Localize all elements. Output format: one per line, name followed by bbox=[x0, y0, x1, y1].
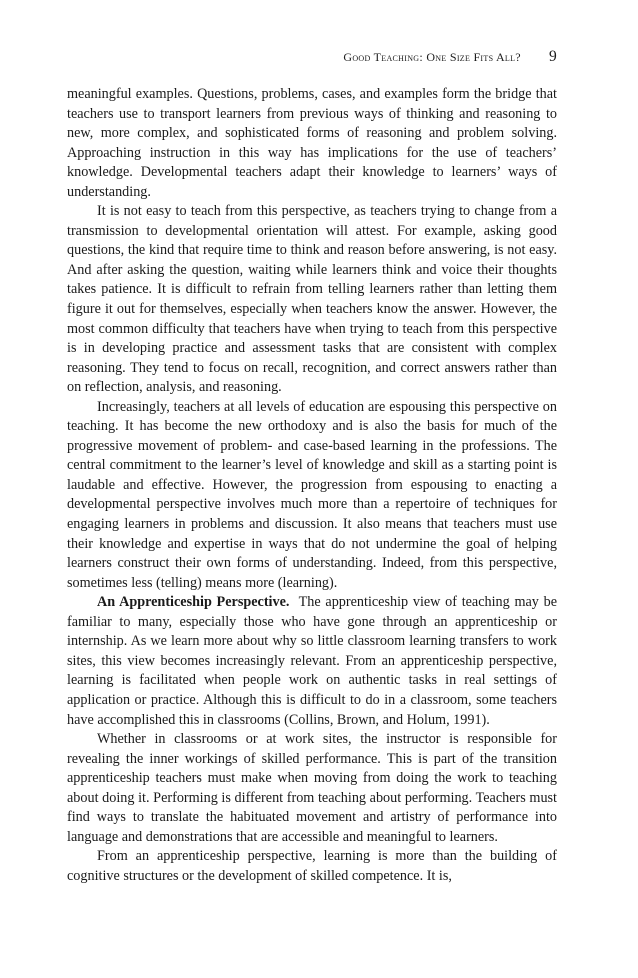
paragraph: It is not easy to teach from this perspective, as teachers trying to change from a transmission to developmental orientation will attest. For example, asking good questions, the kind that require time to think and reason before answering, is not easy. And after asking the question, waiting while learners think and voice their thoughts takes patience. It is difficult to refrain from telling learners rather than letting them figure it out for themselves, especially when teachers know the answer. However, the most common difficulty that teachers have when trying to teach from this perspective is in developing practice and assessment tasks that are consistent with complex reasoning. They tend to focus on recall, recognition, and correct answers rather than on reflection, analysis, and reasoning. bbox=[67, 203, 557, 396]
paragraph: From an apprenticeship perspective, learning is more than the building of cognitive structures or the development of skilled competence. It is, bbox=[67, 848, 557, 884]
section-heading: An Apprenticeship Perspective. bbox=[97, 594, 290, 611]
paragraph: meaningful examples. Questions, problems, cases, and examples form the bridge that teachers use to transport learners from previous ways of thinking and reasoning to new, more complex, and sophisticated forms of reasoning and problem solving. Approaching instruction in this way has implications for the use of teachers’ knowledge. Developmental teachers adapt their knowledge to learners’ ways of understanding. bbox=[67, 86, 557, 200]
book-page bbox=[67, 48, 557, 886]
running-header bbox=[67, 48, 557, 72]
page-number: 9 bbox=[548, 48, 557, 65]
paragraph: An Apprenticeship Perspective. The apprenticeship view of teaching may be familiar to many, especially those who have gone through an apprenticeship or internship. As we learn more about why so little classroom learning transfers to work sites, this view becomes increasingly relevant. From an apprenticeship perspective, learning is facilitated when people work on authentic tasks in real settings of application or practice. Although this is difficult to do in a classroom, some teachers have accomplished this in classrooms (Collins, Brown, and Holum, 1991). bbox=[67, 594, 558, 728]
running-title: Good Teaching: One Size Fits All? bbox=[343, 50, 521, 64]
body-text bbox=[67, 85, 557, 886]
paragraph: Whether in classrooms or at work sites, the instructor is responsible for revealing the inner workings of skilled performance. This is part of the transition apprenticeship teachers must make when moving from doing the work to teaching about doing it. Performing is different from teaching about performing. Teachers must find ways to translate the habituated movement and artistry of performance into language and demonstrations that are accessible and meaningful to learners. bbox=[67, 731, 557, 845]
paragraph: Increasingly, teachers at all levels of education are espousing this perspective on teaching. It has become the new orthodoxy and is also the basis for much of the progressive movement of problem- and case-based learning in the professions. The central commitment to the learner’s level of knowledge and skill as a starting point is laudable and effective. However, the progression from espousing to enacting a developmental perspective involves much more than a repertoire of techniques for engaging learners in problems and discussion. It also means that teachers must use their knowledge and expertise in ways that do not undermine the goal of helping learners construct their own forms of understanding. Indeed, from this perspective, sometimes less (telling) means more (learning). bbox=[67, 398, 557, 591]
